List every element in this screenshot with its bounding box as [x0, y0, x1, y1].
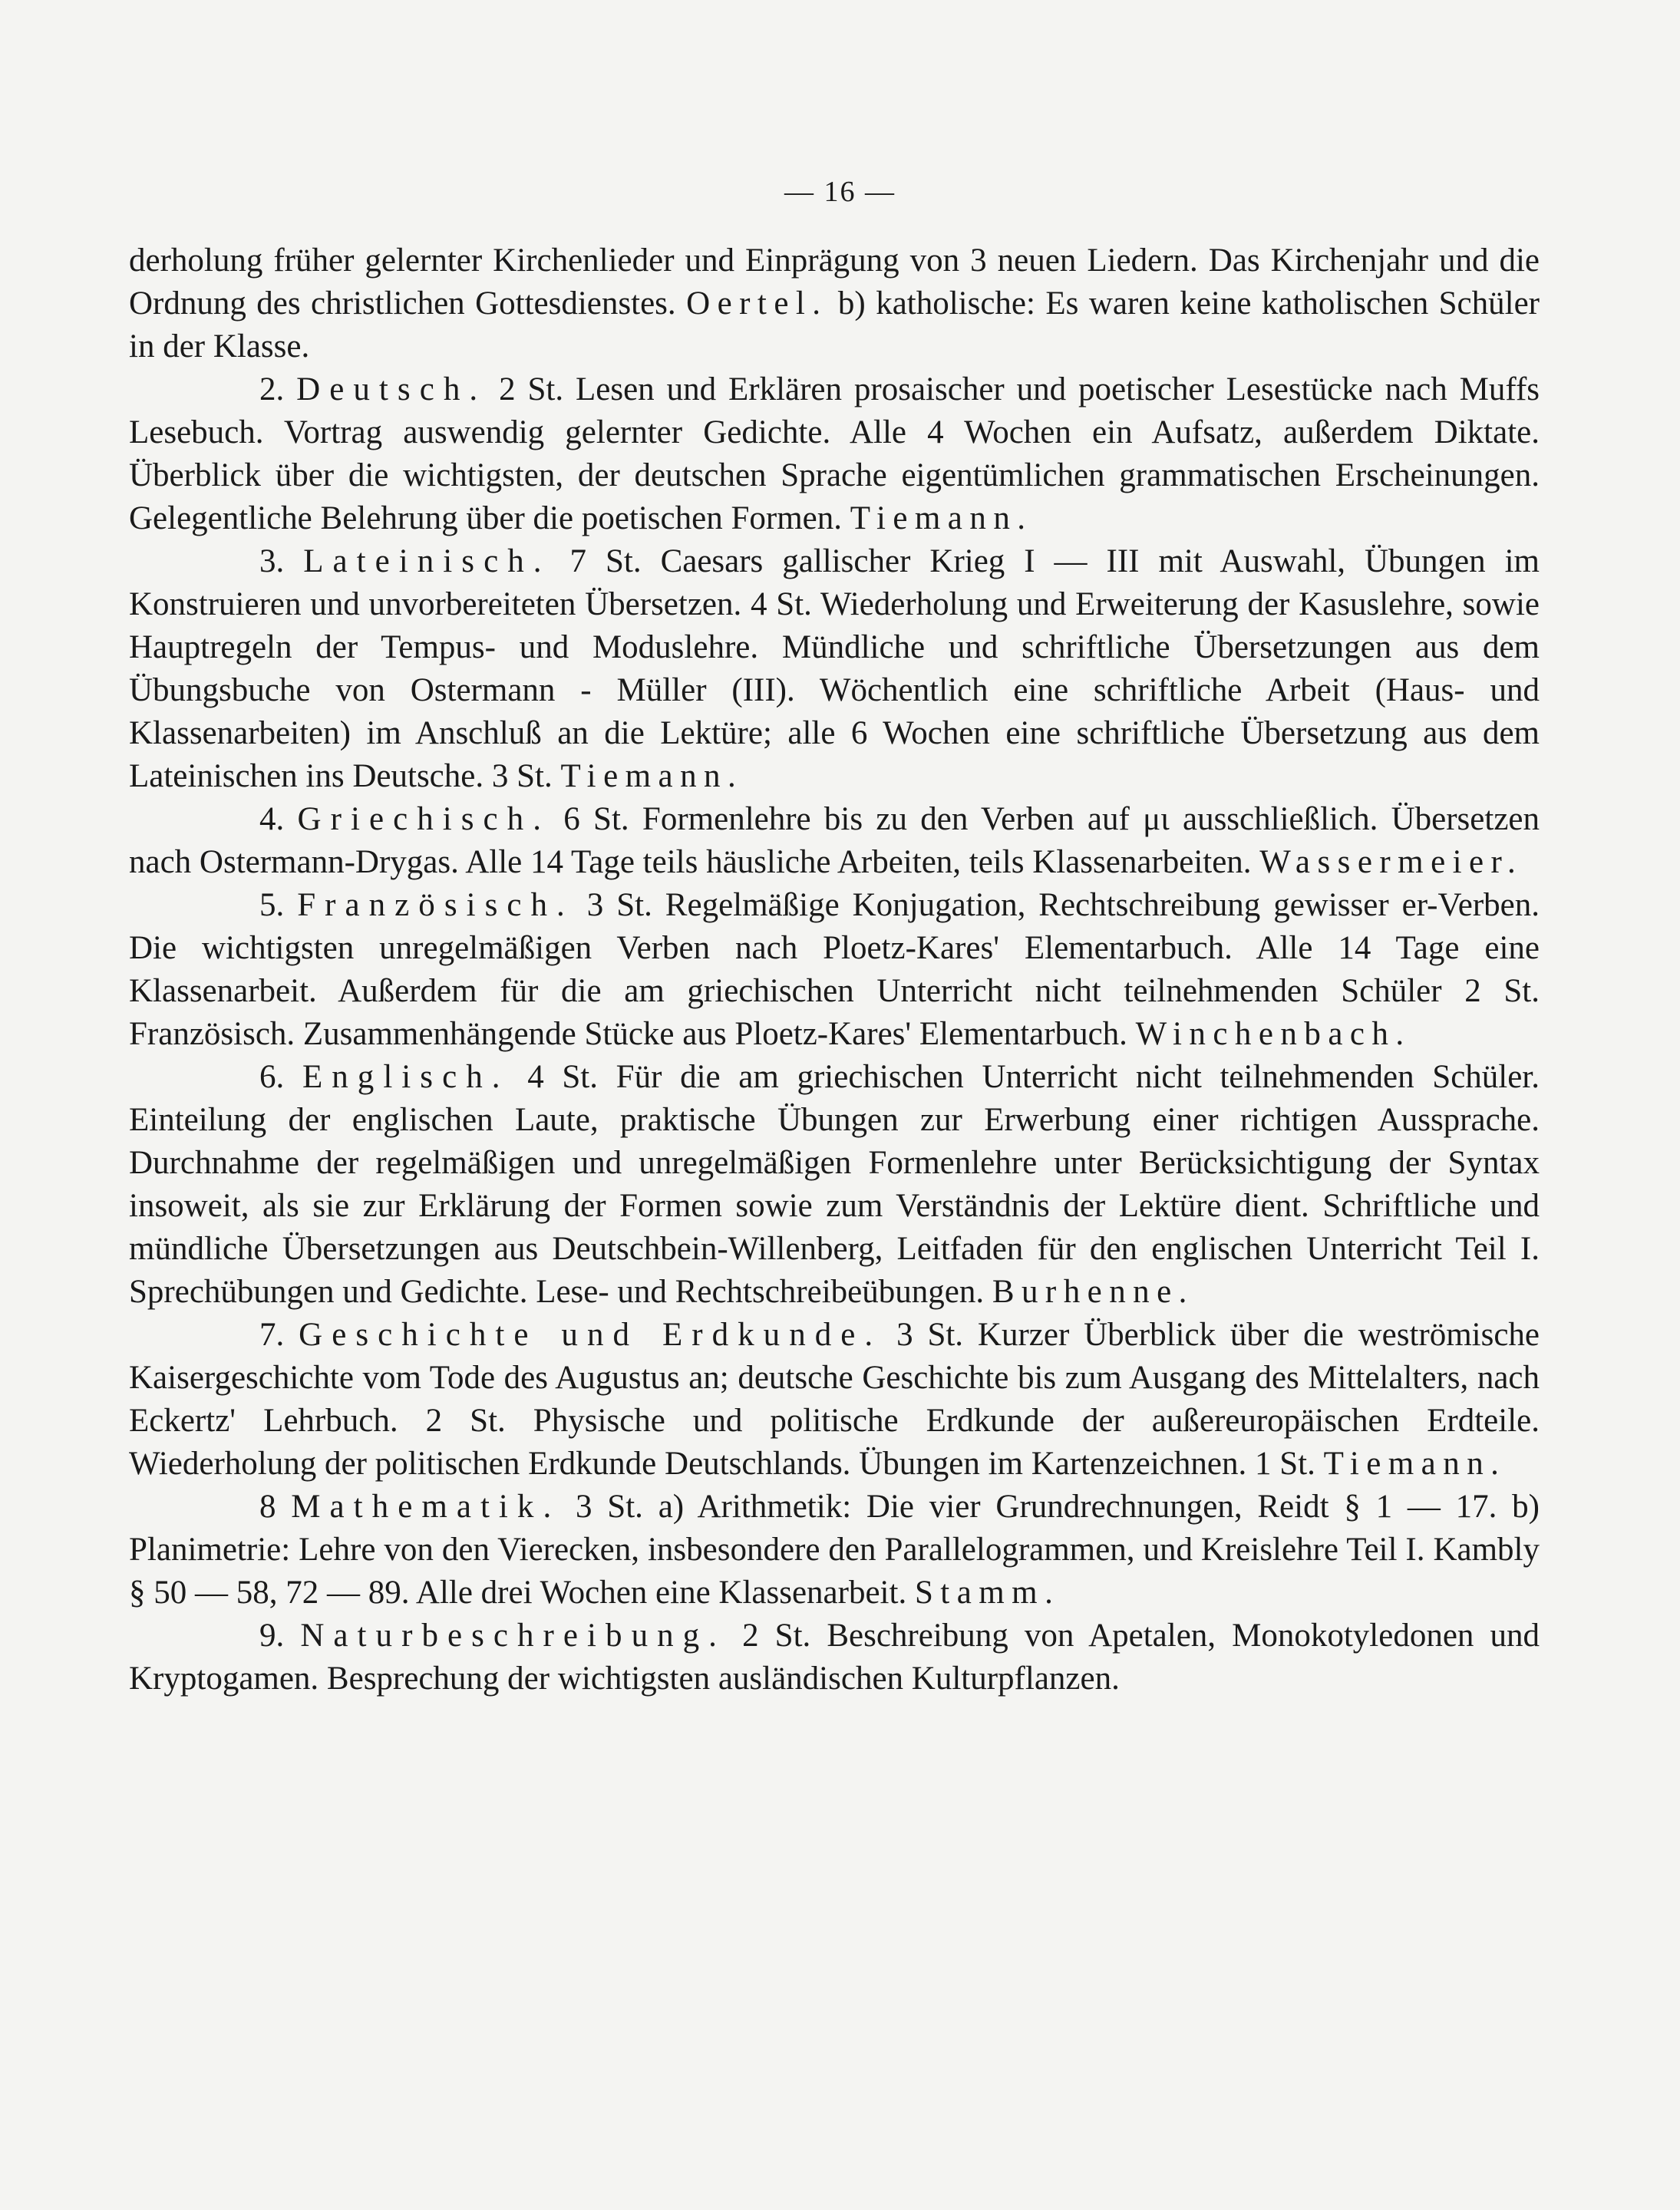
paragraph-text: 9.: [259, 1618, 301, 1654]
teacher-name: Tiemann.: [560, 758, 744, 794]
paragraph-englisch: [129, 1056, 1540, 1314]
paragraph-text: 6.: [259, 1059, 302, 1095]
teacher-name: Tiemann.: [1323, 1446, 1507, 1482]
paragraph-text: 4.: [259, 801, 298, 837]
teacher-name: Stamm.: [914, 1575, 1061, 1611]
page-number: — 16 —: [784, 176, 896, 208]
subject-heading: Lateinisch.: [303, 543, 551, 579]
subject-heading: Deutsch.: [296, 371, 487, 407]
paragraph-text: 3 St. Regelmäßige Konjugation, Rechtschreibung gewisser er-Verben. Die wichtigsten unregelmäßigen Verben nach Ploetz-Kares' Elementarbuch. Alle 14 Tage eine Klassenarbeit. Außerdem für die am griechischen Unterricht nicht teilnehmenden Schüler 2 St. Französisch. Zusammenhängende Stücke aus Ploetz-Kares' Elementarbuch.: [129, 887, 1540, 1052]
paragraph-text: 2.: [259, 371, 297, 407]
paragraph-religion-cont: [129, 239, 1540, 368]
paragraph-text: 3 St. a) Arithmetik: Die vier Grundrechnungen, Reidt § 1 — 17. b) Planimetrie: Lehre von den Vierecken, insbesondere den Parallelogrammen, und Kreislehre Teil I. Kambly § 50 — 58, 72 — 89. Alle drei Wochen eine Klassenarbeit.: [129, 1489, 1540, 1611]
teacher-name: Oertel.: [686, 285, 828, 322]
subject-heading: Französisch.: [297, 887, 574, 923]
paragraph-text: 4 St. Für die am griechischen Unterricht nicht teilnehmenden Schüler. Einteilung der englischen Laute, praktische Übungen zur Erwerbung einer richtigen Aussprache. Durchnahme der regelmäßigen und unregelmäßigen Formenlehre unter Berücksichtigung der Syntax insoweit, als sie zur Erklärung der Formen sowie zum Verständnis der Lektüre dient. Schriftliche und mündliche Übersetzungen aus Deutschbein-Willenberg, Leitfaden für den englischen Unterricht Teil I. Sprechübungen und Gedichte. Lese- und Rechtschreibeübungen.: [129, 1059, 1540, 1310]
paragraph-lateinisch: [129, 540, 1540, 798]
subject-heading: Griechisch.: [297, 801, 550, 837]
paragraph-text: b) katholische: Es waren keine katholischen Schüler in der Klasse.: [129, 285, 1540, 364]
paragraph-text: 3 St. Kurzer Überblick über die weströmische Kaisergeschichte vom Tode des Augustus an; deutsche Geschichte bis zum Ausgang des Mittelalters, nach Eckertz' Lehrbuch. 2 St. Physische und politische Erdkunde der außereuropäischen Erdteile. Wiederholung der politischen Erdkunde Deutschlands. Übungen im Kartenzeichnen. 1 St.: [129, 1317, 1540, 1482]
paragraph-naturbeschreibung: [129, 1615, 1540, 1700]
text-body: [129, 239, 1540, 1700]
paragraph-franzoesisch: [129, 884, 1540, 1056]
paragraph-text: 8: [259, 1489, 292, 1525]
paragraph-text: 2 St. Lesen und Erklären prosaischer und poetischer Lesestücke nach Muffs Lesebuch. Vortrag auswendig gelernter Gedichte. Alle 4 Wochen ein Aufsatz, außerdem Diktate. Überblick über die wichtigsten, der deutschen Sprache eigentümlichen grammatischen Erscheinungen. Gelegentliche Belehrung über die poetischen Formen.: [129, 371, 1540, 536]
paragraph-text: derholung früher gelernter Kirchenlieder und Einprägung von 3 neuen Liedern. Das Kirchenjahr und die Ordnung des christlichen Gottesdienstes.: [129, 242, 1540, 322]
paragraph-geschichte: [129, 1314, 1540, 1486]
paragraph-text: 7 St. Caesars gallischer Krieg I — III mit Auswahl, Übungen im Konstruieren und unvorbereiteten Übersetzen. 4 St. Wiederholung und Erweiterung der Kasuslehre, sowie Hauptregeln der Tempus- und Moduslehre. Mündliche und schriftliche Übersetzungen aus dem Übungsbuche von Ostermann - Müller (III). Wöchentlich eine schriftliche Arbeit (Haus- und Klassenarbeiten) im Anschluß an die Lektüre; alle 6 Wochen eine schriftliche Übersetzung aus dem Lateinischen ins Deutsche. 3 St.: [129, 543, 1540, 794]
paragraph-text: 3.: [259, 543, 304, 579]
subject-heading: Naturbeschreibung.: [300, 1618, 726, 1654]
paragraph-mathematik: [129, 1486, 1540, 1615]
paragraph-deutsch: [129, 368, 1540, 540]
teacher-name: Tiemann.: [850, 500, 1033, 536]
paragraph-griechisch: [129, 798, 1540, 884]
teacher-name: Wassermeier.: [1259, 844, 1523, 880]
subject-heading: Englisch.: [302, 1059, 510, 1095]
subject-heading: Geschichte und Erdkunde.: [299, 1317, 883, 1353]
teacher-name: Burhenne.: [992, 1274, 1194, 1310]
paragraph-text: 7.: [259, 1317, 299, 1353]
teacher-name: Winchenbach.: [1135, 1016, 1411, 1052]
subject-heading: Mathematik.: [291, 1489, 561, 1525]
paragraph-text: 6 St. Formenlehre bis zu den Verben auf μι ausschließlich. Übersetzen nach Ostermann-Drygas. Alle 14 Tage teils häusliche Arbeiten, teils Klassenarbeiten.: [129, 801, 1540, 880]
paragraph-text: 2 St. Beschreibung von Apetalen, Monokotyledonen und Kryptogamen. Besprechung der wichtigsten ausländischen Kulturpflanzen.: [129, 1618, 1540, 1697]
paragraph-text: 5.: [259, 887, 298, 923]
